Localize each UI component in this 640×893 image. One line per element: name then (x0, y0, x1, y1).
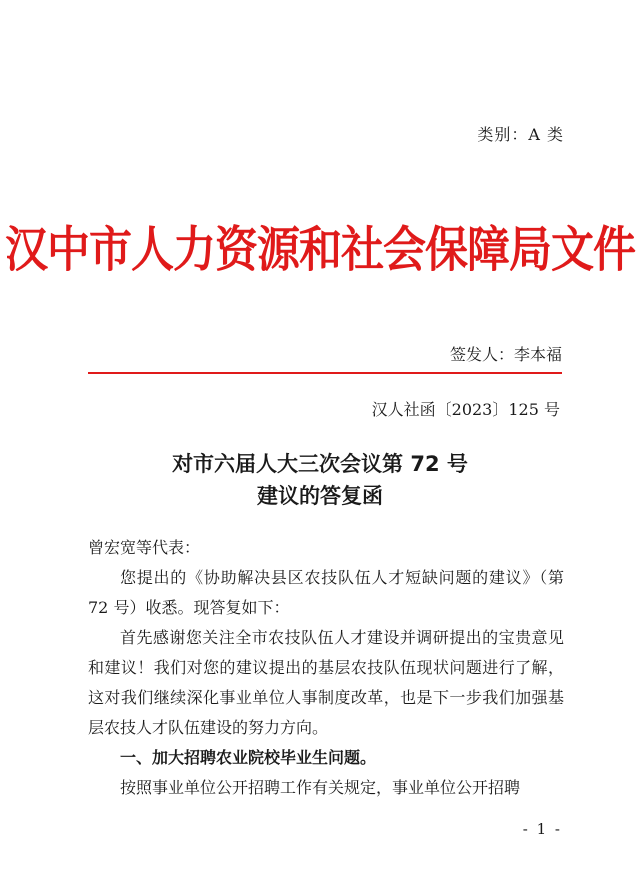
red-divider-line (88, 372, 562, 374)
paragraph-1: 您提出的《协助解决县区农技队伍人才短缺问题的建议》（第72 号）收悉。现答复如下： (88, 568, 564, 617)
document-title-line-1: 对市六届人大三次会议第 72 号 (172, 452, 468, 476)
paragraph-3: 按照事业单位公开招聘工作有关规定，事业单位公开招聘 (120, 778, 521, 797)
document-body (88, 533, 564, 803)
document-title-line-2: 建议的答复函 (257, 484, 383, 508)
salutation: 曾宏宽等代表： (88, 538, 201, 557)
issuer-red-header: 汉中市人力资源和社会保障局文件 (5, 222, 635, 279)
signer-label: 签发人：李本福 (449, 345, 562, 364)
section-heading-1: 一、加大招聘农业院校毕业生问题。 (120, 748, 377, 767)
category-label: 类别：A 类 (477, 125, 564, 144)
paragraph-2: 首先感谢您关注全市农技队伍人才建设并调研提出的宝贵意见和建议！我们对您的建议提出的基层农技队伍现状问题进行了解，这对我们继续深化事业单位人事制度改革，也是下一步我们加强基层农技人才队伍建设的努力方向。 (88, 628, 564, 737)
page-number: - 1 - (522, 820, 562, 838)
document-title (0, 448, 640, 512)
document-number: 汉人社函〔2023〕125 号 (371, 400, 560, 419)
